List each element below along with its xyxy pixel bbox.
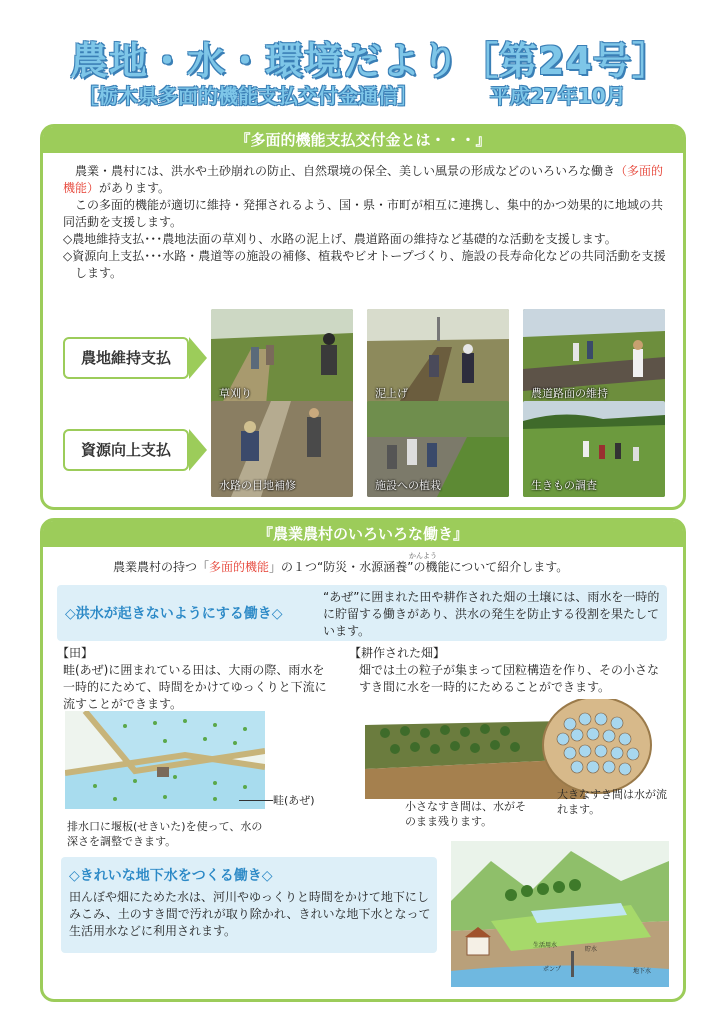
photo-caption: 農道路面の維持: [531, 387, 608, 400]
row-resource-improvement: [63, 401, 663, 501]
groundwater-text: 田んぼや畑にためた水は、河川やゆっくりと時間をかけて地下にしみこみ、土のすき間で汚れが取り除かれ、きれいな地下水となって生活用水などに利用されます。: [69, 890, 431, 938]
issue-date: 平成27年10月: [490, 84, 626, 108]
photo-mud-removal: [367, 309, 509, 405]
flood-prevention-text: “あぜ”に囲まれた田や耕作された畑の土壌には、雨水を一時的に貯留する働きがあり、洪水の発生を防止する役割を果たしています。: [323, 590, 660, 638]
newsletter-title: 農地・水・環境だより［第24号］: [70, 39, 671, 83]
section-functions-heading: 『農業農村のいろいろな働き』: [43, 521, 683, 547]
section-overview-heading: 『多面的機能支払交付金とは・・・』: [43, 127, 683, 153]
illus-label: ポンプ: [543, 966, 562, 973]
photo-grass-cutting: [211, 309, 353, 405]
photo-road-maintenance: [523, 309, 665, 405]
row-label: 農地維持支払: [63, 337, 189, 379]
groundwater-box: [61, 857, 437, 953]
arrow-icon: [189, 429, 207, 471]
illus-label: 貯水: [585, 946, 598, 953]
newsletter-subtitle: ［栃木県多面的機能支払交付金通信］: [78, 84, 418, 108]
photo-planting: [367, 401, 509, 497]
weir-text: 排水口に堰板(せきいた)を使って、水の深さを調整できます。: [67, 820, 263, 848]
functions-intro: 農業農村の持つ「多面的機能」の１つ“防災・水源涵養”の機能について紹介します。: [113, 560, 569, 574]
azen-label: 畦(あぜ): [273, 794, 315, 807]
overview-p2: この多面的機能が適切に維持・発揮されるよう、国・県・市町が相互に連携し、集中的かつ効果的に地域の共同活動を支援します。: [63, 198, 664, 229]
field-text: 畑では土の粒子が集まって団粒構造を作り、その小さなすき間に水を一時的にためることができます。: [359, 663, 660, 694]
illus-label: 生活用水: [533, 942, 558, 949]
overview-p1-b: があります。: [99, 181, 171, 195]
overview-text: [63, 163, 669, 282]
overview-bullet-2: ◇資源向上支払･･･水路・農道等の施設の補修、植栽やビオトープづくり、施設の長寿命化などの共同活動を支援します。: [63, 249, 666, 280]
paddy-text: 畦(あぜ)に囲まれている田は、大雨の際、雨水を一時的にためて、時間をかけてゆっくりと下流に流すことができます。: [63, 663, 327, 711]
groundwater-illustration: [451, 841, 669, 987]
field-illustration: [365, 699, 665, 799]
large-gap-text: 大きなすき間は水が流れます。: [557, 788, 667, 816]
overview-p1-a: 農業・農村には、洪水や土砂崩れの防止、自然環境の保全、美しい風景の形成などのいろいろな働き: [75, 164, 616, 178]
row-label: 資源向上支払: [63, 429, 189, 471]
paddy-title: 【田】: [57, 646, 94, 660]
photo-joint-repair: [211, 401, 353, 497]
azen-pointer-line: [239, 800, 273, 801]
flood-prevention-title: ◇洪水が起きないようにする働き◇: [65, 606, 283, 622]
photo-caption: 草刈り: [219, 387, 252, 400]
photo-wildlife-survey: [523, 401, 665, 497]
photo-caption: 水路の目地補修: [219, 479, 296, 492]
small-gap-text: 小さなすき間は、水がそのまま残ります。: [405, 800, 526, 828]
photo-caption: 施設への植栽: [375, 479, 441, 492]
overview-bullet-1: ◇農地維持支払･･･農地法面の草刈り、水路の泥上げ、農道路面の維持など基礎的な活動を支援します。: [63, 232, 617, 246]
section-overview: [40, 124, 686, 510]
field-title: 【耕作された畑】: [349, 646, 446, 660]
flood-prevention-box: [57, 585, 667, 641]
photo-caption: 泥上げ: [375, 387, 408, 400]
ruby-kanyou: かんよう: [409, 552, 437, 560]
groundwater-title: ◇きれいな地下水をつくる働き◇: [69, 868, 273, 884]
illus-label: 地下水: [633, 968, 652, 975]
paddy-illustration: [65, 711, 265, 809]
overview-p1-red: （多面的機能）: [63, 164, 664, 195]
row-farmland-maintenance: [63, 309, 663, 409]
intro-red: 多面的機能: [209, 560, 270, 574]
arrow-icon: [189, 337, 207, 379]
photo-caption: 生きもの調査: [531, 479, 597, 492]
section-functions: [40, 518, 686, 1002]
